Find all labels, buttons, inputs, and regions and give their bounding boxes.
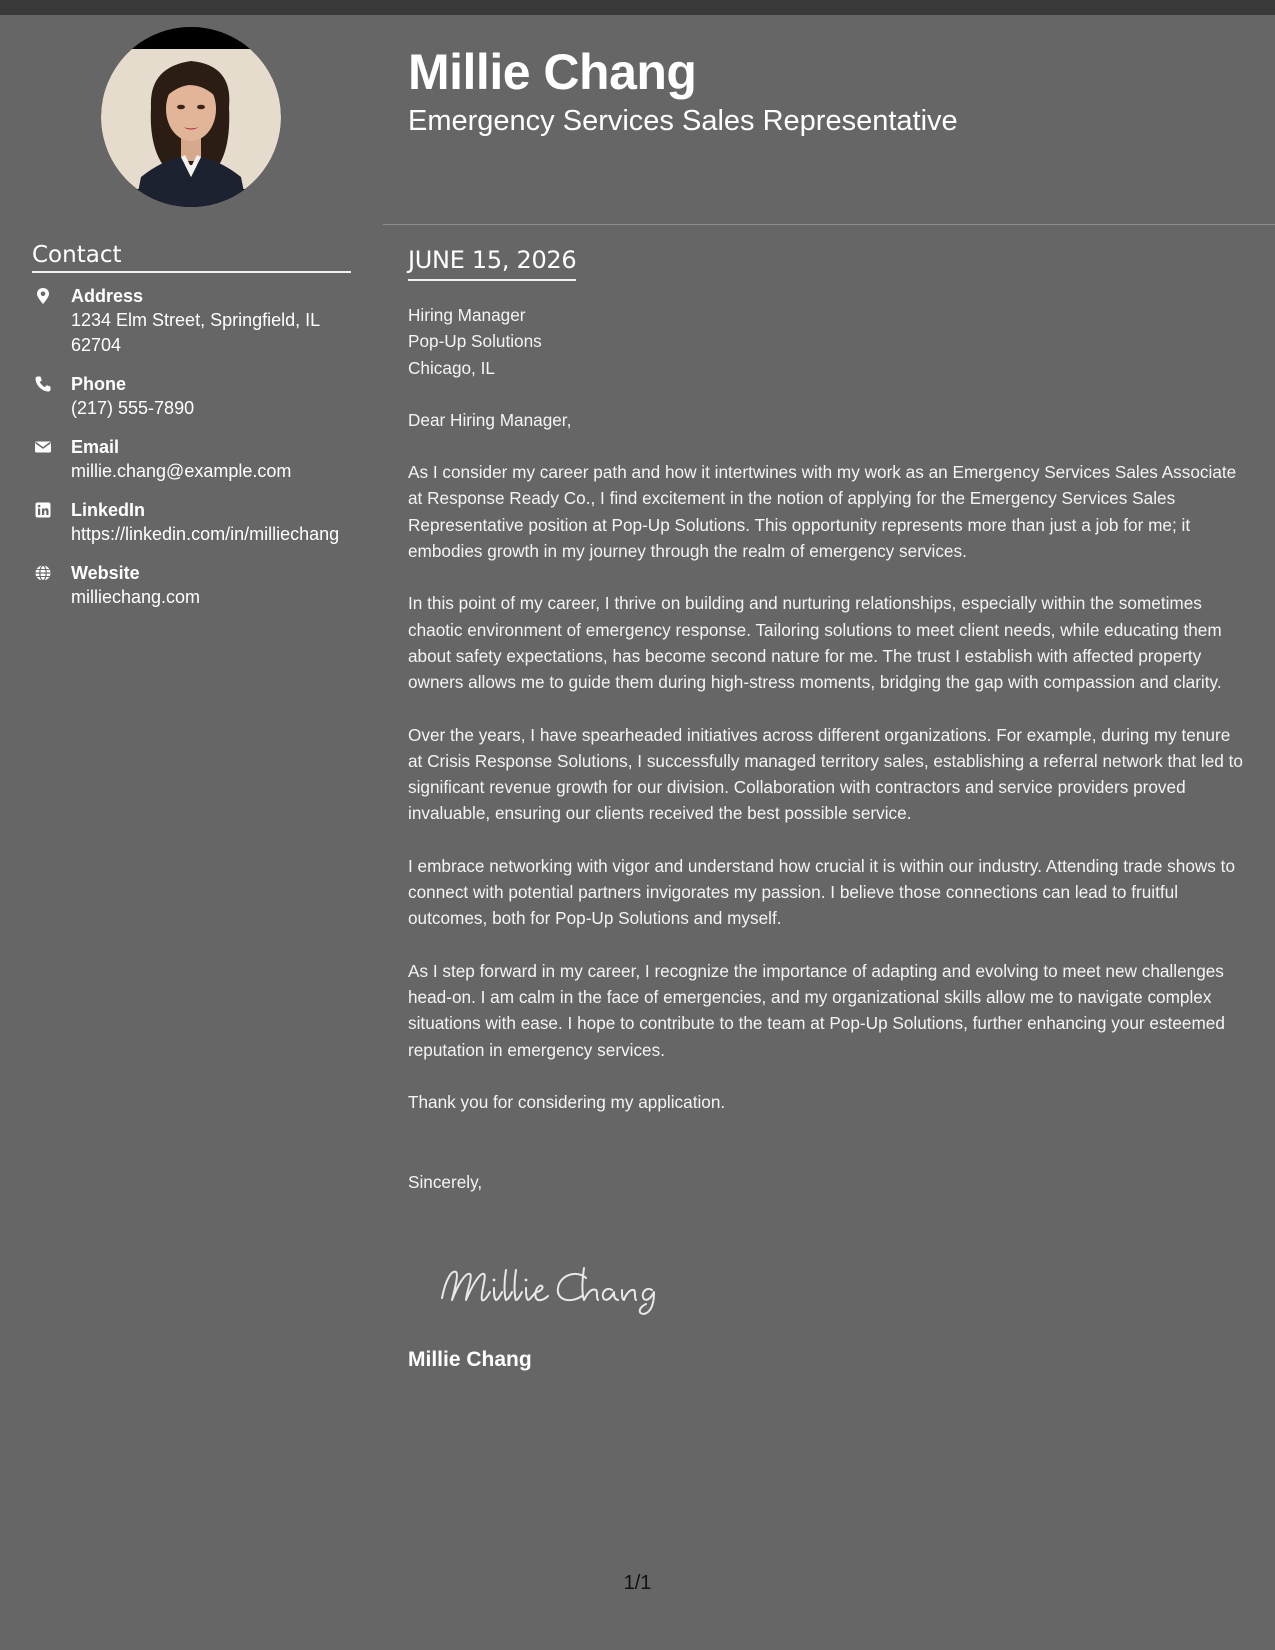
- website-value[interactable]: milliechang.com: [71, 587, 201, 607]
- contact-label: Phone: [71, 374, 127, 394]
- body-paragraph: I embrace networking with vigor and understand how crucial it is within our industry. Attending trade shows to connect with potential partners invigorates my passion. I believe those connections can lead to fruitful outcomes, both for Pop-Up Solutions and myself.: [408, 855, 1236, 929]
- contact-list: [32, 284, 352, 624]
- email-value[interactable]: millie.chang@example.com: [71, 461, 292, 481]
- portrait-photo: [101, 27, 281, 207]
- header-divider: [383, 224, 1275, 225]
- map-pin-icon: [34, 287, 52, 305]
- thanks-line: Thank you for considering my application.: [408, 1091, 726, 1112]
- contact-label: Website: [71, 563, 140, 583]
- contact-item-linkedin: [32, 498, 352, 547]
- top-bar: [0, 0, 1275, 15]
- globe-icon: [34, 564, 52, 582]
- contact-label: Address: [71, 286, 144, 306]
- address-value: 1234 Elm Street, Springfield, IL 62704: [71, 310, 320, 355]
- page-number: 1/1: [623, 1572, 652, 1594]
- phone-icon: [34, 375, 52, 393]
- linkedin-value[interactable]: https://linkedin.com/in/milliechang: [71, 524, 340, 544]
- linkedin-icon: [34, 501, 52, 519]
- contact-label: LinkedIn: [71, 500, 146, 520]
- letter-date: JUNE 15, 2026: [408, 245, 576, 281]
- contact-item-address: [32, 284, 352, 358]
- applicant-name: Millie Chang: [408, 44, 697, 100]
- signed-name: Millie Chang: [408, 1348, 532, 1371]
- salutation: Dear Hiring Manager,: [408, 409, 572, 430]
- letter-body: [408, 302, 1248, 1221]
- avatar: [101, 27, 281, 207]
- contact-label: Email: [71, 437, 120, 457]
- contact-item-email: [32, 435, 352, 484]
- recipient-block: [408, 302, 1248, 381]
- handwritten-signature: [436, 1258, 676, 1318]
- phone-value[interactable]: (217) 555-7890: [71, 398, 195, 418]
- closing: Sincerely,: [408, 1172, 483, 1193]
- envelope-icon: [34, 438, 52, 456]
- body-paragraph: As I step forward in my career, I recognize the importance of adapting and evolving to meet new challenges head-on. I am calm in the face of emergencies, and my organizational skills allow me to navigate complex situations with ease. I hope to contribute to the team at Pop-Up Solutions, further enhancing your esteemed reputation in emergency services.: [408, 960, 1225, 1060]
- recipient-name: Hiring Manager: [408, 305, 526, 325]
- contact-heading: Contact: [32, 240, 351, 273]
- body-paragraph: Over the years, I have spearheaded initiatives across different organizations. For example, during my tenure at Crisis Response Solutions, I successfully managed territory sales, establishing a referral network that led to significant revenue growth for our division. Collaboration with contractors and service providers proved invaluable, ensuring our clients received the best possible service.: [408, 724, 1243, 824]
- job-title: Emergency Services Sales Representative: [408, 105, 958, 137]
- recipient-company: Pop-Up Solutions: [408, 331, 542, 352]
- body-paragraph: As I consider my career path and how it intertwines with my work as an Emergency Services Sales Associate at Response Ready Co., I find excitement in the notion of applying for the Emergency Services Sales Representative position at Pop-Up Solutions. This opportunity represents more than just a job for me; it embodies growth in my journey through the realm of emergency services.: [408, 462, 1237, 562]
- contact-item-website: [32, 561, 352, 610]
- contact-item-phone: [32, 372, 352, 421]
- body-paragraph: In this point of my career, I thrive on building and nurturing relationships, especially within the sometimes chaotic environment of emergency response. Tailoring solutions to meet client needs, while educating them about safety expectations, has become second nature for me. The trust I establish with affected property owners allows me to guide them during high-stress moments, bridging the gap with compassion and clarity.: [408, 593, 1222, 693]
- recipient-location: Chicago, IL: [408, 357, 495, 378]
